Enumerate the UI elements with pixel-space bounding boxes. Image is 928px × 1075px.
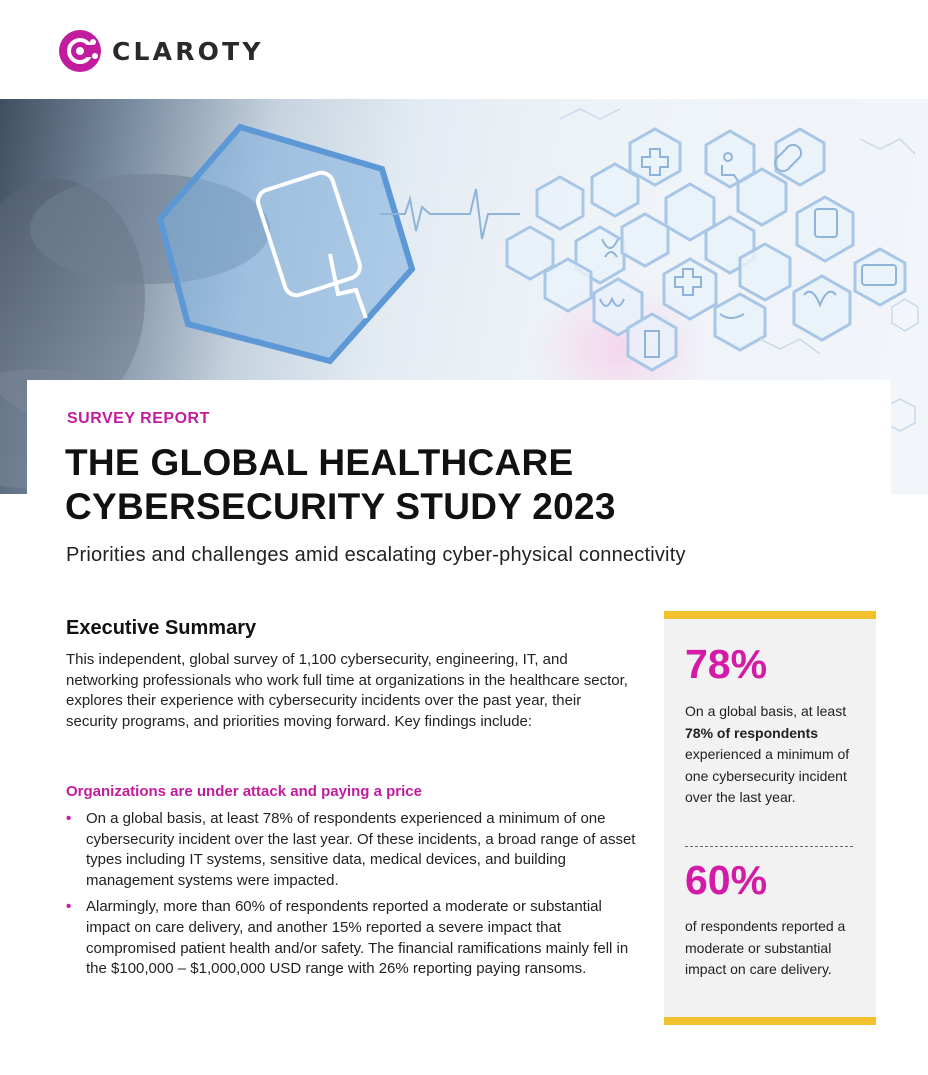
page-subtitle: Priorities and challenges amid escalating cyber-physical connectivity: [66, 544, 686, 566]
stat-text-part: On a global basis, at least: [685, 703, 847, 719]
stat-divider: [685, 846, 853, 847]
findings-subheading: Organizations are under attack and paying a price: [66, 783, 422, 800]
brand-name: CLAROTY: [112, 36, 264, 66]
stat-text-part: experienced a minimum of one cybersecurity incident over the last year.: [685, 746, 850, 806]
finding-text: Alarmingly, more than 60% of respondents reported a moderate or substantial impact on care delivery, and another 15% reported a severe impact that compromised patient health and/or safety. The financial ramifications mainly fell in the $100,000 – $1,000,000 USD range with 26% reporting paying ransoms.: [86, 898, 629, 978]
page-title: [65, 441, 616, 529]
findings-list: [66, 809, 636, 986]
report-type-label: SURVEY REPORT: [67, 410, 210, 427]
list-item: [66, 897, 636, 979]
smartphone-hexagon: [160, 127, 412, 361]
list-item: [66, 809, 636, 891]
executive-summary-intro: This independent, global survey of 1,100 cybersecurity, engineering, IT, and networking professionals who work full time at organizations in the healthcare sector, explores their experience with cybersecurity incidents over the past year, their security programs, and priorities moving forward. Key findings include:: [66, 651, 628, 730]
finding-text: On a global basis, at least 78% of respondents experienced a minimum of one cybersecurity incident over the last year. Of these incidents, a broad range of asset types including IT systems, sensitive data, medical devices, and building management systems were impacted.: [86, 810, 636, 889]
executive-summary-heading: Executive Summary: [66, 617, 257, 639]
stat-description-1: [685, 701, 870, 809]
stat-text-bold: 78% of respondents: [685, 724, 819, 741]
bullet-icon: •: [66, 810, 72, 827]
stats-sidebar: [664, 611, 876, 1025]
bullet-icon: •: [66, 898, 72, 916]
title-line-1: THE GLOBAL HEALTHCARE: [65, 442, 574, 483]
brand-logo: [57, 28, 264, 74]
title-line-2: CYBERSECURITY STUDY 2023: [65, 486, 616, 527]
claroty-logo-icon: [57, 28, 103, 74]
stat-value-1: 78%: [685, 641, 768, 687]
stat-value-2: 60%: [685, 857, 768, 903]
stat-description-2: of respondents reported a moderate or substantial impact on care delivery.: [685, 918, 846, 978]
